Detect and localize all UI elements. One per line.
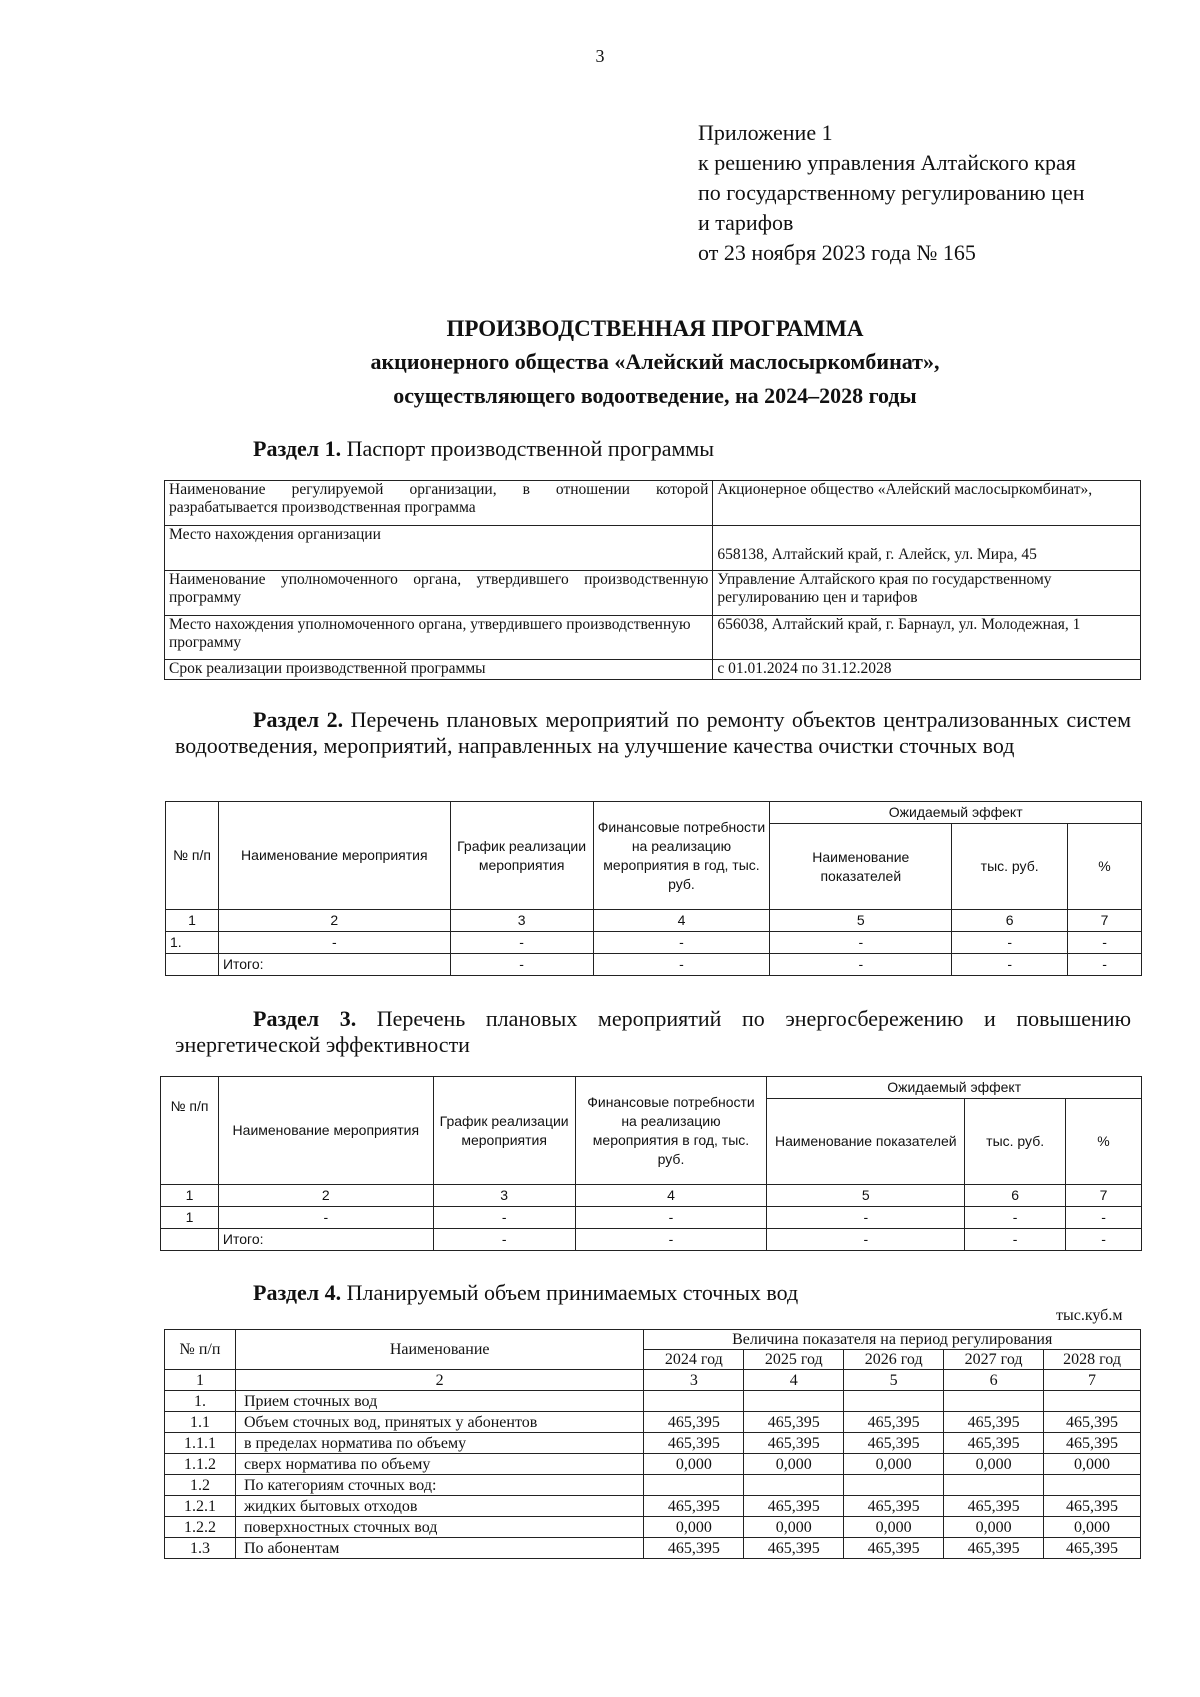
table-cell <box>166 954 219 976</box>
value-cell <box>1044 1391 1141 1412</box>
row-number: 1.3 <box>165 1538 236 1559</box>
table-cell: - <box>218 1207 433 1229</box>
passport-name: Срок реализации производственной программы <box>165 660 713 680</box>
value-cell: 465,395 <box>944 1412 1044 1433</box>
header-finance: Финансовые потребности на реализацию мероприятия в год, тыс. руб. <box>575 1077 767 1185</box>
section2-label: Раздел 2. <box>253 707 344 732</box>
section3-heading <box>175 1006 1131 1058</box>
row-name: Объем сточных вод, принятых у абонентов <box>235 1412 643 1433</box>
header-year: 2024 год <box>644 1350 744 1370</box>
header-indicator: Наименование показателей <box>770 824 952 910</box>
table-cell: - <box>450 954 593 976</box>
header-effect: Ожидаемый эффект <box>767 1077 1142 1099</box>
repair-measures-table <box>165 801 1142 976</box>
table-header-row <box>166 802 1142 824</box>
total-label: Итого: <box>218 954 450 976</box>
table-cell: 1 <box>161 1207 219 1229</box>
col-number: 1 <box>166 910 219 932</box>
passport-name: Место нахождения уполномоченного органа, утвердившего производственную программу <box>165 616 713 660</box>
section3-label: Раздел 3. <box>253 1006 357 1031</box>
table-row <box>165 660 1141 680</box>
table-row <box>165 1496 1141 1517</box>
table-cell: - <box>450 932 593 954</box>
section1-label: Раздел 1. <box>253 436 342 461</box>
table-cell: - <box>1066 1207 1142 1229</box>
value-cell <box>844 1391 944 1412</box>
row-number: 1.2.2 <box>165 1517 236 1538</box>
value-cell: 465,395 <box>1044 1538 1141 1559</box>
table-cell: - <box>1066 1229 1142 1251</box>
row-number: 1.1 <box>165 1412 236 1433</box>
row-name: По абонентам <box>235 1538 643 1559</box>
page-number: 3 <box>595 46 605 66</box>
table-header-row <box>161 1077 1142 1099</box>
passport-value: Управление Алтайского края по государственному регулированию цен и тарифов <box>713 571 1141 616</box>
col-number: 4 <box>593 910 770 932</box>
value-cell: 0,000 <box>644 1517 744 1538</box>
row-name: поверхностных сточных вод <box>235 1517 643 1538</box>
value-cell: 0,000 <box>744 1517 844 1538</box>
col-number: 5 <box>770 910 952 932</box>
value-cell: 465,395 <box>644 1433 744 1454</box>
value-cell: 0,000 <box>944 1454 1044 1475</box>
table-row <box>165 1433 1141 1454</box>
value-cell <box>944 1391 1044 1412</box>
header-num: № п/п <box>165 1330 236 1370</box>
value-cell: 465,395 <box>744 1433 844 1454</box>
header-schedule: График реализации мероприятия <box>450 802 593 910</box>
value-cell: 465,395 <box>844 1538 944 1559</box>
col-number: 5 <box>844 1370 944 1391</box>
header-year: 2025 год <box>744 1350 844 1370</box>
passport-name: Наименование регулируемой организации, в отношении которой разрабатывается производственная программа <box>165 481 713 526</box>
table-cell: - <box>952 954 1068 976</box>
table-cell: - <box>965 1229 1066 1251</box>
row-name: По категориям сточных вод: <box>235 1475 643 1496</box>
table-header-row <box>165 1330 1141 1350</box>
table-row <box>166 910 1142 932</box>
table-cell: - <box>767 1207 965 1229</box>
value-cell: 0,000 <box>944 1517 1044 1538</box>
title-line-1: ПРОИЗВОДСТВЕННАЯ ПРОГРАММА <box>446 316 864 341</box>
value-cell: 465,395 <box>944 1496 1044 1517</box>
value-cell: 465,395 <box>644 1412 744 1433</box>
table-row <box>165 1454 1141 1475</box>
wastewater-volume-table <box>164 1329 1141 1559</box>
total-label: Итого: <box>218 1229 433 1251</box>
row-name: жидких бытовых отходов <box>235 1496 643 1517</box>
section3-title: Перечень плановых мероприятий по энергосбережению и повышению энергетической эффективности <box>175 1006 1132 1057</box>
header-name: Наименование <box>235 1330 643 1370</box>
table-cell: - <box>1068 954 1142 976</box>
value-cell: 465,395 <box>1044 1412 1141 1433</box>
value-cell: 0,000 <box>744 1454 844 1475</box>
col-number: 7 <box>1066 1185 1142 1207</box>
col-number: 3 <box>644 1370 744 1391</box>
table-cell: - <box>433 1229 575 1251</box>
header-name: Наименование мероприятия <box>218 1077 433 1185</box>
col-number: 6 <box>944 1370 1044 1391</box>
value-cell: 465,395 <box>1044 1496 1141 1517</box>
appendix-line: Приложение 1 <box>698 120 833 145</box>
col-number: 3 <box>433 1185 575 1207</box>
value-cell: 465,395 <box>744 1538 844 1559</box>
table-cell: - <box>575 1229 767 1251</box>
table-cell: 1. <box>166 932 219 954</box>
value-cell: 465,395 <box>1044 1433 1141 1454</box>
value-cell: 465,395 <box>844 1412 944 1433</box>
value-cell: 0,000 <box>1044 1454 1141 1475</box>
table-cell: - <box>593 932 770 954</box>
col-number: 2 <box>218 910 450 932</box>
table-row <box>165 1538 1141 1559</box>
value-cell: 465,395 <box>844 1433 944 1454</box>
section4-title: Планируемый объем принимаемых сточных вод <box>346 1280 799 1305</box>
row-name: в пределах норматива по объему <box>235 1433 643 1454</box>
table-total-row <box>166 954 1142 976</box>
passport-name: Наименование уполномоченного органа, утвердившего производственную программу <box>165 571 713 616</box>
header-percent: % <box>1068 824 1142 910</box>
table-cell: - <box>952 932 1068 954</box>
header-year: 2027 год <box>944 1350 1044 1370</box>
col-number: 2 <box>235 1370 643 1391</box>
header-schedule: График реализации мероприятия <box>433 1077 575 1185</box>
appendix-header <box>698 118 1085 268</box>
row-name: сверх норматива по объему <box>235 1454 643 1475</box>
table-row <box>161 1207 1142 1229</box>
col-number: 4 <box>575 1185 767 1207</box>
col-number: 4 <box>744 1370 844 1391</box>
table-cell: - <box>965 1207 1066 1229</box>
value-cell <box>744 1475 844 1496</box>
passport-value: Акционерное общество «Алейский маслосыркомбинат», <box>713 481 1141 526</box>
table-cell: - <box>218 932 450 954</box>
unit-label: тыс.куб.м <box>1056 1307 1123 1324</box>
passport-value: с 01.01.2024 по 31.12.2028 <box>713 660 1141 680</box>
table-cell: - <box>1068 932 1142 954</box>
value-cell: 465,395 <box>644 1538 744 1559</box>
table-cell: - <box>770 954 952 976</box>
table-row <box>165 571 1141 616</box>
value-cell: 0,000 <box>844 1517 944 1538</box>
header-year: 2028 год <box>1044 1350 1141 1370</box>
col-number: 3 <box>450 910 593 932</box>
col-number: 7 <box>1044 1370 1141 1391</box>
header-num: № п/п <box>161 1077 219 1185</box>
appendix-line: к решению управления Алтайского края <box>698 150 1076 175</box>
section1-heading <box>253 436 714 462</box>
value-cell: 465,395 <box>944 1538 1044 1559</box>
row-number: 1.1.2 <box>165 1454 236 1475</box>
header-indicator: Наименование показателей <box>767 1099 965 1185</box>
col-number: 2 <box>218 1185 433 1207</box>
table-row <box>165 1391 1141 1412</box>
table-total-row <box>161 1229 1142 1251</box>
value-cell: 0,000 <box>644 1454 744 1475</box>
table-row <box>165 1370 1141 1391</box>
value-cell: 0,000 <box>844 1454 944 1475</box>
col-number: 1 <box>161 1185 219 1207</box>
table-row <box>165 1517 1141 1538</box>
row-number: 1.1.1 <box>165 1433 236 1454</box>
table-cell: - <box>575 1207 767 1229</box>
value-cell: 0,000 <box>1044 1517 1141 1538</box>
header-period: Величина показателя на период регулирования <box>644 1330 1141 1350</box>
appendix-line: от 23 ноября 2023 года № 165 <box>698 240 976 265</box>
header-thousand-rub: тыс. руб. <box>965 1099 1066 1185</box>
col-number: 1 <box>165 1370 236 1391</box>
col-number: 5 <box>767 1185 965 1207</box>
passport-name: Место нахождения организации <box>165 526 713 571</box>
value-cell <box>644 1391 744 1412</box>
row-number: 1.2.1 <box>165 1496 236 1517</box>
title-line-2: акционерного общества «Алейский маслосыркомбинат», <box>370 349 940 374</box>
table-row <box>165 526 1141 571</box>
col-number: 6 <box>965 1185 1066 1207</box>
table-row <box>161 1185 1142 1207</box>
table-cell <box>161 1229 219 1251</box>
section2-title: Перечень плановых мероприятий по ремонту объектов централизованных систем водоотведения, мероприятий, направленных на улучшение качества очистки сточных вод <box>175 707 1131 758</box>
energy-saving-table <box>160 1076 1142 1251</box>
table-row <box>165 1412 1141 1433</box>
row-number: 1. <box>165 1391 236 1412</box>
header-thousand-rub: тыс. руб. <box>952 824 1068 910</box>
row-number: 1.2 <box>165 1475 236 1496</box>
col-number: 6 <box>952 910 1068 932</box>
table-cell: - <box>433 1207 575 1229</box>
row-name: Прием сточных вод <box>235 1391 643 1412</box>
header-name: Наименование мероприятия <box>218 802 450 910</box>
table-cell: - <box>770 932 952 954</box>
table-row <box>165 1475 1141 1496</box>
passport-table <box>164 480 1141 680</box>
header-percent: % <box>1066 1099 1142 1185</box>
value-cell <box>844 1475 944 1496</box>
value-cell: 465,395 <box>644 1496 744 1517</box>
value-cell <box>1044 1475 1141 1496</box>
passport-value: 656038, Алтайский край, г. Барнаул, ул. Молодежная, 1 <box>713 616 1141 660</box>
table-cell: - <box>593 954 770 976</box>
section2-heading <box>175 707 1131 759</box>
table-row <box>166 932 1142 954</box>
section4-label: Раздел 4. <box>253 1280 342 1305</box>
document-title <box>0 312 1200 413</box>
table-row <box>165 481 1141 526</box>
value-cell: 465,395 <box>844 1496 944 1517</box>
title-line-3: осуществляющего водоотведение, на 2024–2028 годы <box>393 383 917 408</box>
header-effect: Ожидаемый эффект <box>770 802 1142 824</box>
passport-value: 658138, Алтайский край, г. Алейск, ул. Мира, 45 <box>713 526 1141 571</box>
value-cell: 465,395 <box>744 1496 844 1517</box>
table-cell: - <box>767 1229 965 1251</box>
header-finance: Финансовые потребности на реализацию мероприятия в год, тыс. руб. <box>593 802 770 910</box>
value-cell <box>744 1391 844 1412</box>
appendix-line: по государственному регулированию цен <box>698 180 1085 205</box>
table-row <box>165 616 1141 660</box>
header-num: № п/п <box>166 802 219 910</box>
value-cell <box>644 1475 744 1496</box>
value-cell <box>944 1475 1044 1496</box>
appendix-line: и тарифов <box>698 210 794 235</box>
col-number: 7 <box>1068 910 1142 932</box>
volume-table-body <box>165 1391 1141 1559</box>
value-cell: 465,395 <box>944 1433 1044 1454</box>
header-year: 2026 год <box>844 1350 944 1370</box>
section1-title: Паспорт производственной программы <box>346 436 715 461</box>
value-cell: 465,395 <box>744 1412 844 1433</box>
section4-heading <box>253 1280 798 1306</box>
